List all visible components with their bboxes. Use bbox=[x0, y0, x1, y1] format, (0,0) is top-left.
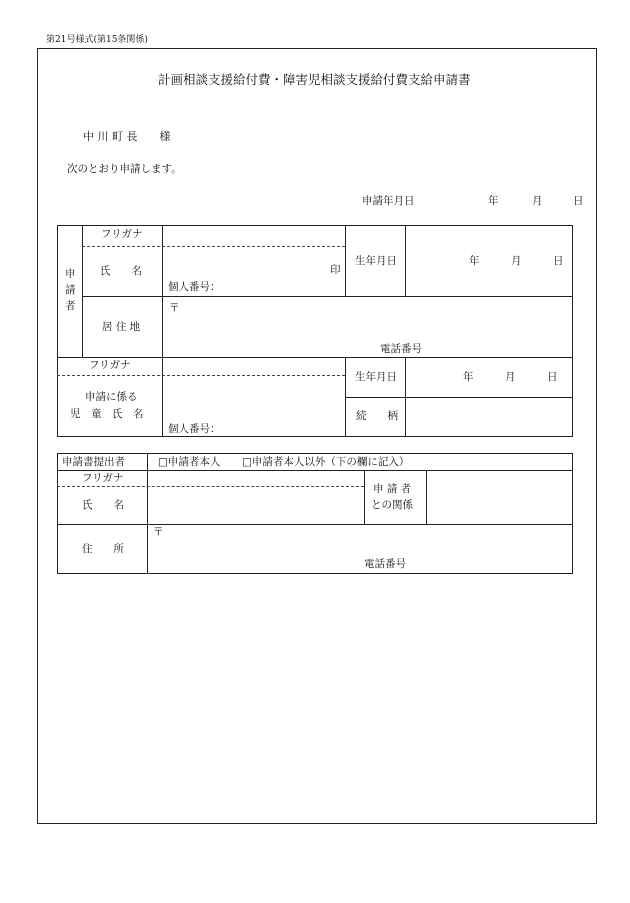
child-birth-year[interactable]: 年 bbox=[463, 371, 474, 383]
applicant-address-label: 居 住 地 bbox=[102, 321, 141, 333]
child-relationship-label: 続 柄 bbox=[356, 410, 398, 422]
document-title: 計画相談支援給付費・障害児相談支援給付費支給申請書 bbox=[158, 72, 471, 87]
applicant-section-label-3: 者 bbox=[65, 300, 76, 312]
child-birth-label: 生年月日 bbox=[355, 371, 397, 383]
submitter-name-field[interactable] bbox=[149, 489, 362, 522]
submitter-relation-field[interactable] bbox=[428, 472, 571, 522]
applicant-section-label-2: 請 bbox=[65, 284, 76, 296]
child-name-field[interactable] bbox=[164, 379, 344, 419]
child-birth-month[interactable]: 月 bbox=[505, 371, 516, 383]
child-name-label-line2: 児 童 氏 名 bbox=[70, 408, 144, 420]
seal-mark: 印 bbox=[330, 264, 341, 276]
submitter-label: 申請書提出者 bbox=[62, 456, 125, 468]
application-date-month[interactable]: 月 bbox=[532, 195, 543, 207]
submitter-postal-mark: 〒 bbox=[153, 526, 164, 538]
applicant-section-label-1: 申 bbox=[65, 268, 76, 280]
intro-text: 次のとおり申請します。 bbox=[67, 163, 182, 175]
submitter-furigana-label: フリガナ bbox=[82, 472, 124, 484]
applicant-furigana-field[interactable] bbox=[164, 227, 344, 245]
applicant-name-label: 氏 名 bbox=[100, 265, 142, 277]
child-name-label-line1: 申請に係る bbox=[85, 391, 138, 403]
applicant-phone-label: 電話番号 bbox=[380, 343, 422, 355]
child-relationship-field[interactable] bbox=[407, 399, 571, 435]
applicant-personal-number-label: 個人番号： bbox=[168, 281, 221, 293]
submitter-address-field[interactable] bbox=[149, 526, 569, 556]
submitter-address-label: 住 所 bbox=[82, 543, 124, 555]
applicant-birth-month[interactable]: 月 bbox=[511, 255, 522, 267]
submitter-relation-label-line1: 申 請 者 bbox=[373, 483, 412, 495]
submitter-name-label: 氏 名 bbox=[82, 499, 124, 511]
submitter-option-other[interactable]: □申請者本人以外（下の欄に記入） bbox=[242, 456, 410, 468]
applicant-furigana-label: フリガナ bbox=[101, 228, 143, 240]
child-furigana-field[interactable] bbox=[164, 359, 344, 375]
application-date-year[interactable]: 年 bbox=[488, 195, 499, 207]
submitter-option-self[interactable]: □申請者本人 bbox=[158, 456, 221, 468]
applicant-birth-label: 生年月日 bbox=[355, 255, 397, 267]
application-date-day[interactable]: 日 bbox=[573, 195, 584, 207]
addressee: 中 川 町 長 様 bbox=[83, 130, 171, 143]
applicant-postal-mark: 〒 bbox=[169, 302, 180, 314]
applicant-address-field[interactable] bbox=[164, 300, 569, 340]
form-number: 第21号様式(第15条関係) bbox=[46, 35, 148, 45]
submitter-phone-label: 電話番号 bbox=[364, 558, 406, 570]
applicant-name-field[interactable] bbox=[164, 249, 344, 279]
application-date-label: 申請年月日 bbox=[362, 195, 415, 207]
child-birth-day[interactable]: 日 bbox=[547, 371, 558, 383]
applicant-birth-year[interactable]: 年 bbox=[469, 255, 480, 267]
child-personal-number-label: 個人番号： bbox=[168, 423, 221, 435]
submitter-furigana-field[interactable] bbox=[149, 472, 362, 486]
applicant-birth-day[interactable]: 日 bbox=[553, 255, 564, 267]
submitter-relation-label-line2: との関係 bbox=[371, 499, 413, 511]
child-furigana-label: フリガナ bbox=[89, 359, 131, 371]
